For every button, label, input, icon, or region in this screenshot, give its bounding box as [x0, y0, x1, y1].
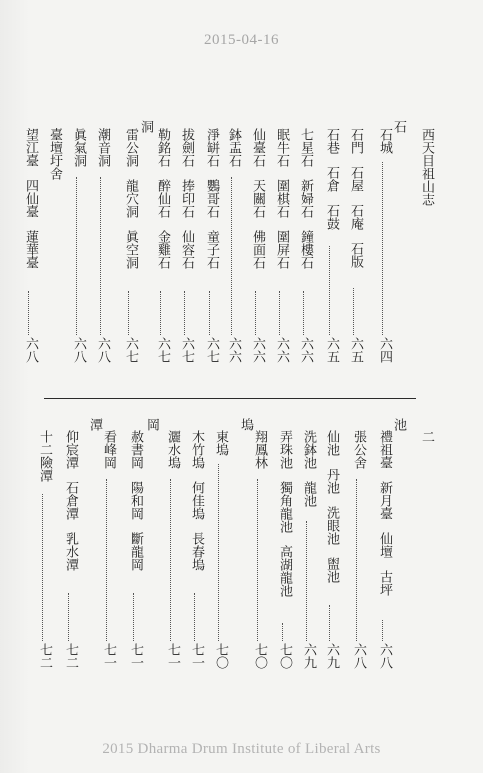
- lower-contents-row: [62, 430, 78, 677]
- entry-name: 望江臺: [23, 128, 38, 167]
- entry-name: 石版: [348, 242, 363, 268]
- lower-contents-row: [376, 430, 392, 677]
- lower-row-entries: [164, 430, 180, 469]
- entry-name: 童子石: [204, 230, 219, 269]
- lower-row-entries: [251, 430, 267, 469]
- entry-name: 丹池: [324, 468, 339, 494]
- leader-dots: [128, 291, 129, 335]
- entry-page-number: 六六: [250, 337, 265, 363]
- entry-name: 金雞石: [155, 230, 170, 269]
- entry-name: 赦書岡: [128, 430, 143, 469]
- leader-dots: [303, 291, 304, 335]
- lower-row-entries: [300, 430, 316, 507]
- leader-dots: [329, 605, 330, 641]
- lower-contents-row: [188, 430, 204, 677]
- leader-dots: [257, 479, 258, 641]
- scan-footer-watermark: 2015 Dharma Drum Institute of Liberal Arts: [102, 741, 381, 757]
- entry-name: 仙壇: [377, 532, 392, 558]
- entry-name: 眞空洞: [123, 230, 138, 269]
- upper-row-entries: [22, 128, 38, 269]
- entry-page-number: 七一: [165, 643, 180, 669]
- entry-page-number: 六六: [274, 337, 289, 363]
- entry-page-number: 六九: [301, 643, 316, 669]
- entry-page-number: 六七: [155, 337, 170, 363]
- leader-dots: [184, 291, 185, 335]
- entry-name: 蓮華臺: [23, 230, 38, 269]
- lower-section-heading: 塢: [238, 418, 253, 431]
- scan-date-watermark: 2015-04-16: [204, 32, 279, 48]
- entry-page-number: 六九: [324, 643, 339, 669]
- entry-name: 龍池: [301, 481, 316, 507]
- entry-page-number: 六四: [377, 337, 392, 363]
- leader-dots: [209, 291, 210, 335]
- entry-name: 張公舍: [351, 430, 366, 469]
- lower-row-entries: [127, 430, 143, 571]
- lower-row-entries: [212, 430, 228, 456]
- upper-row-entries: [249, 128, 265, 269]
- upper-contents-row: [178, 128, 194, 371]
- entry-name: 盥池: [324, 557, 339, 583]
- upper-row-entries: [70, 128, 86, 167]
- entry-page-number: 六五: [348, 337, 363, 363]
- lower-contents-row: [36, 430, 52, 677]
- entry-page-number: 七〇: [252, 643, 267, 669]
- entry-name: 石倉: [324, 166, 339, 192]
- lower-section-heading: 岡: [144, 418, 159, 431]
- entry-name: 弄珠池: [277, 430, 292, 469]
- lower-row-entries: [376, 430, 392, 596]
- upper-row-entries: [323, 128, 339, 230]
- entry-page-number: 六八: [23, 337, 38, 363]
- leader-dots: [282, 623, 283, 641]
- leader-dots: [133, 593, 134, 641]
- entry-name: 圍屏石: [274, 230, 289, 269]
- entry-name: 七星石: [298, 128, 313, 167]
- upper-contents-row: [323, 128, 339, 371]
- entry-name: 仰宸潭: [63, 430, 78, 469]
- entry-name: 禮祖臺: [377, 430, 392, 469]
- upper-row-entries: [94, 128, 110, 167]
- leader-dots: [68, 593, 69, 641]
- lower-contents-row: [276, 430, 292, 677]
- upper-contents-row: [376, 128, 392, 371]
- page-number: 二: [419, 430, 434, 443]
- entry-page-number: 六八: [377, 643, 392, 669]
- entry-name: 臺壇圩舍: [47, 128, 62, 180]
- upper-contents-row: [94, 128, 110, 371]
- section-divider-rule: [44, 398, 416, 399]
- entry-name: 石城: [377, 128, 392, 154]
- entry-page-number: 七一: [101, 643, 116, 669]
- entry-name: 新月臺: [377, 481, 392, 520]
- upper-row-entries: [46, 128, 62, 180]
- entry-page-number: 六六: [298, 337, 313, 363]
- entry-name: 新婦石: [298, 179, 313, 218]
- lower-row-entries: [323, 430, 339, 583]
- upper-row-entries: [347, 128, 363, 268]
- lower-row-entries: [62, 430, 78, 571]
- entry-name: 看峰岡: [101, 430, 116, 469]
- lower-contents-row: [350, 430, 366, 677]
- lower-row-entries: [188, 430, 204, 571]
- entry-name: 鐘樓石: [298, 230, 313, 269]
- entry-page-number: 六七: [179, 337, 194, 363]
- upper-contents-row: [22, 128, 38, 371]
- entry-name: 天關石: [250, 179, 265, 218]
- entry-name: 古坪: [377, 570, 392, 596]
- leader-dots: [194, 593, 195, 641]
- upper-row-entries: [225, 128, 241, 167]
- upper-contents-row: [347, 128, 363, 371]
- leader-dots: [28, 291, 29, 335]
- upper-contents-row: [46, 128, 62, 371]
- entry-page-number: 六六: [226, 337, 241, 363]
- lower-contents-row: [100, 430, 116, 677]
- entry-name: 龍穴洞: [123, 179, 138, 218]
- leader-dots: [42, 494, 43, 641]
- entry-name: 四仙臺: [23, 179, 38, 218]
- lower-section-heading: 潭: [87, 418, 102, 431]
- leader-dots: [306, 521, 307, 641]
- lower-contents-row: [164, 430, 180, 677]
- leader-dots: [160, 291, 161, 335]
- entry-name: 捧印石: [179, 179, 194, 218]
- lower-contents-row: [323, 430, 339, 677]
- leader-dots: [231, 177, 232, 335]
- entry-page-number: 七一: [128, 643, 143, 669]
- entry-name: 十二險潭: [37, 430, 52, 482]
- entry-name: 石巷: [324, 128, 339, 154]
- lower-contents-row: [212, 430, 228, 677]
- upper-row-entries: [297, 128, 313, 269]
- entry-name: 翔鳳林: [252, 430, 267, 469]
- entry-page-number: 七一: [189, 643, 204, 669]
- entry-name: 醉仙石: [155, 179, 170, 218]
- entry-name: 石門: [348, 128, 363, 154]
- entry-name: 石庵: [348, 204, 363, 230]
- upper-contents-row: [225, 128, 241, 371]
- entry-name: 勒銘石: [155, 128, 170, 167]
- entry-name: 眞氣洞: [71, 128, 86, 167]
- entry-page-number: 六七: [123, 337, 138, 363]
- entry-name: 淨缾石: [204, 128, 219, 167]
- leader-dots: [329, 246, 330, 335]
- entry-page-number: 七〇: [277, 643, 292, 669]
- entry-name: 潮音洞: [95, 128, 110, 167]
- leader-dots: [100, 177, 101, 335]
- entry-name: 斷龍岡: [128, 532, 143, 571]
- upper-contents-row: [249, 128, 265, 371]
- entry-page-number: 六八: [351, 643, 366, 669]
- entry-name: 拔劍石: [179, 128, 194, 167]
- entry-name: 石屋: [348, 166, 363, 192]
- entry-page-number: 七二: [37, 643, 52, 669]
- upper-row-entries: [122, 128, 138, 269]
- entry-name: 乳水潭: [63, 532, 78, 571]
- entry-page-number: 七二: [63, 643, 78, 669]
- upper-section-heading: 石: [391, 120, 406, 133]
- entry-name: 洗鉢池: [301, 430, 316, 469]
- lower-row-entries: [36, 430, 52, 482]
- lower-row-entries: [276, 430, 292, 597]
- entry-page-number: 六七: [204, 337, 219, 363]
- leader-dots: [170, 479, 171, 641]
- book-title: 西天目祖山志: [419, 128, 434, 206]
- entry-name: 長春塢: [189, 532, 204, 571]
- entry-name: 佛面石: [250, 230, 265, 269]
- leader-dots: [382, 620, 383, 641]
- upper-row-entries: [154, 128, 170, 269]
- entry-name: 陽和岡: [128, 481, 143, 520]
- upper-contents-row: [297, 128, 313, 371]
- lower-contents-row: [251, 430, 267, 677]
- leader-dots: [382, 162, 383, 335]
- entry-name: 獨角龍池: [277, 481, 292, 533]
- entry-name: 東塢: [213, 430, 228, 456]
- entry-name: 高湖龍池: [277, 545, 292, 597]
- leader-dots: [353, 288, 354, 335]
- entry-name: 石倉潭: [63, 481, 78, 520]
- leader-dots: [279, 291, 280, 335]
- leader-dots: [106, 479, 107, 641]
- entry-name: 仙容石: [179, 230, 194, 269]
- entry-name: 仙臺石: [250, 128, 265, 167]
- leader-dots: [218, 464, 219, 641]
- lower-contents-row: [127, 430, 143, 677]
- entry-name: 灑水塢: [165, 430, 180, 469]
- upper-contents-row: [154, 128, 170, 371]
- entry-page-number: 六八: [95, 337, 110, 363]
- entry-name: 雷公洞: [123, 128, 138, 167]
- lower-row-entries: [100, 430, 116, 469]
- entry-page-number: 六五: [324, 337, 339, 363]
- leader-dots: [356, 479, 357, 641]
- entry-name: 圍棋石: [274, 179, 289, 218]
- leader-dots: [76, 177, 77, 335]
- entry-name: 鸚哥石: [204, 179, 219, 218]
- upper-row-entries: [178, 128, 194, 269]
- lower-row-entries: [350, 430, 366, 469]
- upper-row-entries: [376, 128, 392, 154]
- entry-page-number: 六八: [71, 337, 86, 363]
- upper-contents-row: [122, 128, 138, 371]
- upper-row-entries: [273, 128, 289, 269]
- upper-section-heading: 洞: [138, 120, 153, 133]
- entry-name: 石鼓: [324, 204, 339, 230]
- entry-page-number: 七〇: [213, 643, 228, 669]
- entry-name: 仙池: [324, 430, 339, 456]
- entry-name: 鉢盂石: [226, 128, 241, 167]
- entry-name: 眠牛石: [274, 128, 289, 167]
- lower-section-heading: 池: [391, 418, 406, 431]
- lower-contents-row: [300, 430, 316, 677]
- upper-contents-row: [203, 128, 219, 371]
- upper-contents-row: [273, 128, 289, 371]
- leader-dots: [255, 291, 256, 335]
- entry-name: 何佳塢: [189, 481, 204, 520]
- upper-row-entries: [203, 128, 219, 269]
- entry-name: 木竹塢: [189, 430, 204, 469]
- upper-contents-row: [70, 128, 86, 371]
- entry-name: 洗眼池: [324, 506, 339, 545]
